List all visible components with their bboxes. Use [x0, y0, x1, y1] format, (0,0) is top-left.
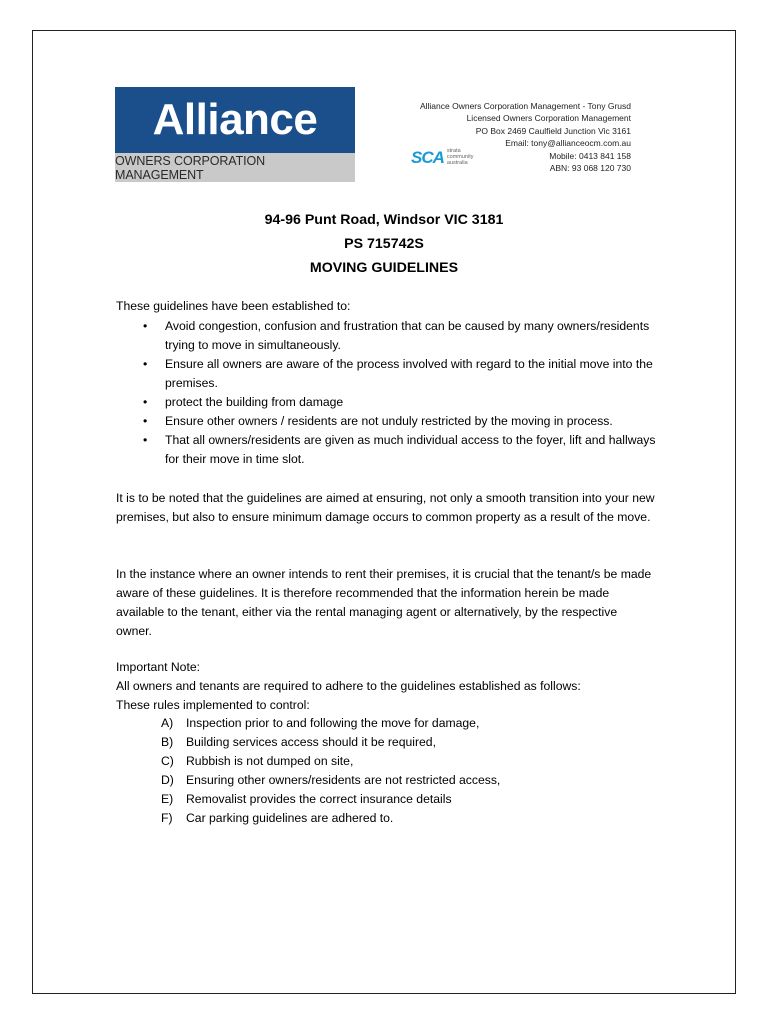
contact-abn: ABN: 93 068 120 730 [549, 163, 631, 174]
rule-text: Car parking guidelines are adhered to. [186, 811, 394, 825]
list-item [116, 733, 656, 752]
list-item [116, 714, 656, 733]
important-note [116, 658, 656, 715]
list-item [116, 317, 656, 355]
property-address: 94-96 Punt Road, Windsor VIC 3181 [264, 212, 504, 228]
list-item [116, 393, 656, 412]
paragraph-purpose: It is to be noted that the guidelines are aimed at ensuring, not only a smooth transition into your new premises, but also to ensure minimum damage occurs to common property as a result of the move. [116, 491, 655, 524]
contact-email: Email: tony@allianceocm.com.au [505, 138, 631, 149]
rule-letter: B) [161, 735, 174, 749]
list-item [116, 752, 656, 771]
rule-text: Ensuring other owners/residents are not restricted access, [186, 773, 501, 787]
guideline-text: protect the building from damage [165, 395, 344, 409]
sca-logo [411, 148, 474, 168]
note-line: All owners and tenants are required to adhere to the guidelines established as follows: [116, 679, 581, 693]
paragraph-tenants: In the instance where an owner intends to rent their premises, it is crucial that the tenant/s be made aware of these guidelines. It is therefore recommended that the information herein be made available to the tenant, either via the rental managing agent or alternatively, by the respective owner. [116, 567, 652, 638]
bullet-icon: • [143, 319, 148, 333]
guideline-text: Ensure all owners are aware of the process involved with regard to the initial move into the premises. [165, 357, 653, 390]
rule-text: Rubbish is not dumped on site, [186, 754, 354, 768]
bullet-icon: • [143, 395, 148, 409]
contact-line: Alliance Owners Corporation Management - Tony Grusd [419, 101, 631, 111]
list-item [116, 771, 656, 790]
rule-letter: A) [161, 716, 174, 730]
plan-number: PS 715742S [344, 236, 424, 252]
bullet-icon: • [143, 433, 148, 447]
bullet-icon: • [143, 414, 148, 428]
sca-text-line: australia [446, 159, 468, 166]
list-item [116, 355, 656, 393]
contact-mobile: Mobile: 0413 841 158 [549, 150, 631, 161]
rules-list [116, 714, 656, 828]
sca-text-line: community [446, 154, 474, 161]
intro-text: These guidelines have been established to: [116, 299, 351, 313]
rule-letter: C) [161, 754, 174, 768]
logo-tagline: OWNERS CORPORATION MANAGEMENT [115, 153, 355, 182]
rule-text: Inspection prior to and following the move for damage, [186, 716, 480, 730]
guideline-text: Ensure other owners / residents are not unduly restricted by the moving in process. [165, 414, 613, 428]
guideline-text: That all owners/residents are given as much individual access to the foyer, lift and hallways for their move in time slot. [165, 433, 656, 466]
document-title: MOVING GUIDELINES [309, 260, 459, 276]
sca-logo-mark: SCA [411, 148, 444, 167]
note-label: Important Note: [116, 660, 200, 674]
sca-text-line: strata [446, 148, 461, 155]
list-item [116, 790, 656, 809]
document-heading [0, 208, 768, 280]
guideline-text: Avoid congestion, confusion and frustration that can be caused by many owners/residents trying to move in simultaneously. [165, 319, 650, 352]
list-item [116, 431, 656, 469]
sca-logo-text [447, 149, 474, 166]
logo-name: Alliance [115, 87, 355, 153]
contact-line: PO Box 2469 Caulfield Junction Vic 3161 [475, 125, 631, 136]
contact-line: Licensed Owners Corporation Management [466, 113, 631, 124]
note-line: These rules implemented to control: [116, 698, 310, 712]
bullet-icon: • [143, 357, 148, 371]
guidelines-list [116, 317, 656, 469]
list-item [116, 412, 656, 431]
rule-letter: F) [161, 811, 173, 825]
rule-text: Building services access should it be required, [186, 735, 436, 749]
alliance-logo [115, 87, 355, 182]
rule-letter: E) [161, 792, 174, 806]
rule-letter: D) [161, 773, 174, 787]
rule-text: Removalist provides the correct insurance details [186, 792, 452, 806]
list-item [116, 809, 656, 828]
